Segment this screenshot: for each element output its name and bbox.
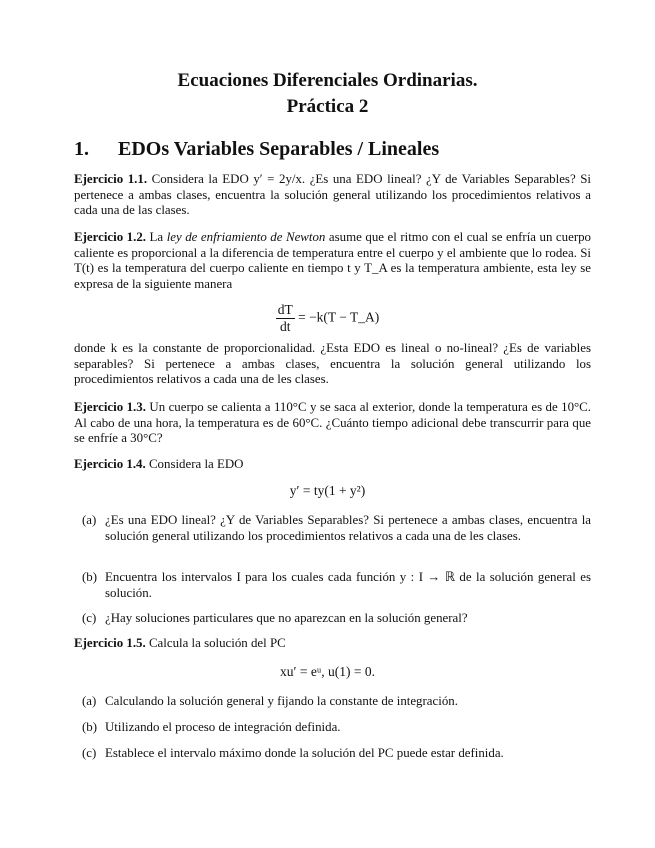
- item-label: (a): [82, 694, 97, 708]
- item-text: Establece el intervalo máximo donde la solución del PC puede estar definida.: [105, 746, 504, 760]
- item-label: (b): [82, 720, 98, 734]
- exercise-label: Ejercicio 1.5.: [74, 636, 146, 650]
- exercise-text: Considera la EDO: [148, 457, 244, 471]
- item-label: (c): [82, 611, 97, 625]
- exercise-1-5: [74, 636, 591, 652]
- exercise-text-pre: La: [149, 230, 164, 244]
- list-item: [82, 570, 591, 601]
- fraction-numerator: dT: [277, 302, 293, 317]
- title-line-1: Ecuaciones Diferenciales Ordinarias.: [177, 70, 478, 91]
- item-text: Utilizando el proceso de integración definida.: [105, 720, 341, 734]
- equation-fraction: [276, 302, 295, 335]
- item-label: (a): [82, 513, 97, 527]
- item-text: ¿Hay soluciones particulares que no aparezcan en la solución general?: [105, 611, 468, 625]
- list-item: [82, 720, 591, 736]
- exercise-text: asume que el ritmo con el cual se enfría un cuerpo caliente es proporcional a la diferencia de temperatura entre el cuerpo y el ambiente que lo rodea. Si T(t) es la temperatura del cuerpo caliente en tiempo t y T_A es la temperatura ambiente, esta ley se expresa de la siguiente manera: [74, 230, 592, 291]
- exercise-1-1: [74, 172, 591, 219]
- equation-newton-cooling: [0, 302, 655, 335]
- fraction-denominator: dt: [279, 319, 291, 334]
- item-label: (b): [82, 570, 98, 584]
- exercise-label: Ejercicio 1.4.: [74, 457, 146, 471]
- exercise-1-4: [74, 457, 591, 473]
- item-text: ¿Es una EDO lineal? ¿Y de Variables Separables? Si pertenece a ambas clases, encuentra la solución general utilizando los procedimientos relativos a cada una de les clases.: [105, 513, 591, 543]
- section-title: EDOs Variables Separables / Lineales: [118, 138, 440, 160]
- section-heading: [74, 138, 439, 161]
- exercise-label: Ejercicio 1.3.: [74, 400, 146, 414]
- list-item: [82, 746, 591, 762]
- equation-1-5: xu′ = eᵘ, u(1) = 0.: [280, 664, 375, 679]
- title-line-2: Práctica 2: [286, 96, 369, 117]
- exercise-text: donde k es la constante de proporcionalidad. ¿Esta EDO es lineal o no-lineal? ¿Es de variables separables? Si pertenece a ambas clases, encuentra la solución general utilizando los procedimientos relativos a cada una de les clases.: [74, 341, 591, 387]
- section-number: 1.: [74, 138, 89, 160]
- exercise-1-2: [74, 230, 591, 292]
- exercise-1-3: [74, 400, 591, 447]
- list-item: [82, 611, 591, 627]
- exercise-emphasis: ley de enfriamiento de Newton: [166, 230, 326, 244]
- list-item: [82, 513, 591, 544]
- list-item: [82, 694, 591, 710]
- exercise-label: Ejercicio 1.1.: [74, 172, 148, 186]
- equation-rhs: = −k(T − T_A): [298, 309, 380, 325]
- item-text: Calculando la solución general y fijando la constante de integración.: [105, 694, 458, 708]
- item-label: (c): [82, 746, 97, 760]
- equation-1-4: y′ = ty(1 + y²): [289, 483, 366, 498]
- exercise-1-2-continuation: [74, 341, 591, 388]
- exercise-text: Considera la EDO y′ = 2y/x. ¿Es una EDO lineal? ¿Y de Variables Separables? Si pertenece a ambas clases, encuentra la solución general utilizando los procedimientos relativos a cada una de las clases.: [74, 172, 591, 218]
- exercise-text: Calcula la solución del PC: [148, 636, 286, 650]
- exercise-label: Ejercicio 1.2.: [74, 230, 147, 244]
- exercise-text: Un cuerpo se calienta a 110°C y se saca al exterior, donde la temperatura es de 10°C. Al cabo de una hora, la temperatura es de 60°C. ¿Cuánto tiempo adicional debe transcurrir para que se enfríe a 30°C?: [74, 400, 591, 446]
- item-text: Encuentra los intervalos I para los cuales cada función y : I → ℝ de la solución general es solución.: [105, 570, 591, 600]
